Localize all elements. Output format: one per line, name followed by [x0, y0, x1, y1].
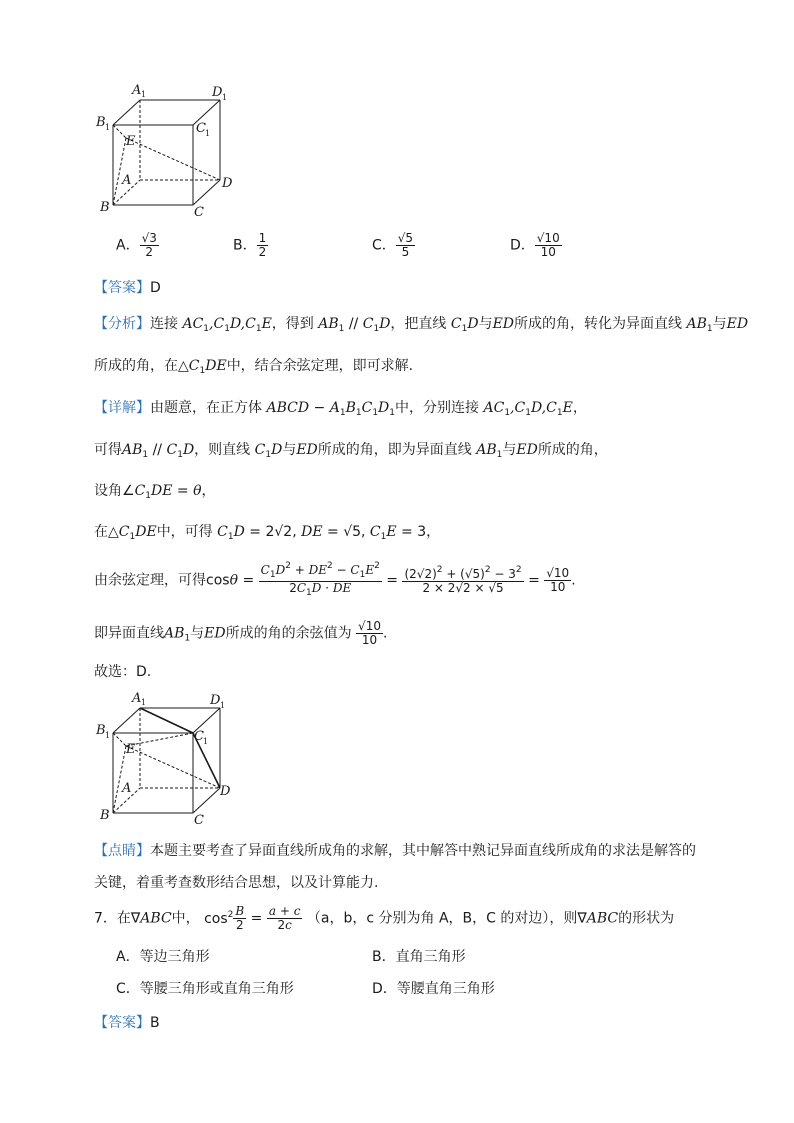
- option-c: C． $\frac{√5}{5}$: [372, 231, 414, 260]
- q7-choice-a: A．等边三角形: [116, 949, 210, 965]
- svg-text:1: 1: [203, 737, 209, 746]
- label-A: A: [122, 781, 132, 796]
- analysis-line-2: 所成的角，在$\triangle C_1DE$中，结合余弦定理，即可求解.: [94, 358, 414, 376]
- label-D: D: [220, 784, 231, 799]
- q7-choice-c: C．等腰三角形或直角三角形: [116, 981, 294, 997]
- label-C1: C: [196, 121, 206, 136]
- label-C: C: [194, 205, 204, 220]
- answer-7-line: 【答案】B: [94, 1015, 160, 1031]
- label-C1: C: [194, 729, 204, 744]
- svg-text:1: 1: [105, 123, 111, 132]
- label-D: D: [222, 176, 233, 191]
- label-A: A: [122, 173, 132, 188]
- hint-line-1: 【点睛】本题主要考查了异面直线所成角的求解，其中解答中熟记异面直线所成角的求法是解答的: [94, 843, 696, 859]
- question-7: 7．在∇ABC中， $\cos^2$ $\frac{B}{2}$ = $\frac{a + c}{2c}$ （a，b，c 分别为角 A，B，C 的对边），则∇ABC的形状为: [94, 904, 675, 933]
- detail-line-7: 故选：D.: [94, 664, 152, 680]
- svg-text:1: 1: [205, 129, 211, 138]
- label-B1: B: [96, 115, 106, 130]
- label-E: E: [126, 742, 136, 757]
- svg-text:1: 1: [141, 90, 147, 99]
- svg-text:1: 1: [141, 698, 147, 707]
- svg-text:1: 1: [222, 93, 228, 102]
- analysis-line-1: 【分析】连接 $AC_1,C_1D,C_1E$，得到 $AB_1 // C_1D$，把直线 $C_1D$与ED所成的角，转化为异面直线 $AB_1$与ED: [94, 316, 749, 334]
- label-D1: D: [212, 85, 223, 100]
- label-B1: B: [96, 723, 106, 738]
- q7-choice-d: D．等腰直角三角形: [372, 981, 495, 997]
- label-A1: A: [132, 691, 142, 706]
- cube-figure-2: [90, 688, 250, 828]
- detail-line-2: 可得$AB_1 // C_1D$，则直线 $C_1D$与ED所成的角，即为异面直线 $AB_1$与ED所成的角，: [94, 442, 608, 460]
- detail-line-3: 设角$\angle C_1DE = \theta$，: [94, 483, 216, 501]
- label-C: C: [194, 813, 204, 828]
- option-a: A． $\frac{√3}{2}$: [116, 231, 157, 260]
- q7-choice-b: B．直角三角形: [372, 949, 466, 965]
- label-B: B: [100, 808, 110, 823]
- option-b: B． $\frac{1}{2}$: [233, 231, 267, 260]
- label-D1: D: [210, 693, 221, 708]
- cube-figure-1: [90, 80, 250, 220]
- detail-line-6: 即异面直线$AB_1$与ED所成的角的余弦值为 $\frac{√10}{10}$ .: [94, 619, 388, 648]
- svg-text:1: 1: [220, 701, 226, 710]
- hint-line-2: 关键，着重考查数形结合思想，以及计算能力.: [94, 875, 379, 891]
- detail-line-4: 在$\triangle C_1DE$中，可得 $C_1D = 2√2$, DE = √5, $C_1E = 3$，: [94, 524, 441, 542]
- label-A1: A: [132, 83, 142, 98]
- svg-text:1: 1: [105, 731, 111, 740]
- label-E: E: [126, 134, 136, 149]
- answer-line: 【答案】D: [94, 280, 161, 296]
- detail-line-1: 【详解】由题意，在正方体 ABCD − $A_1B_1C_1D_1$中，分别连接 $AC_1,C_1D,C_1E$，: [94, 400, 587, 418]
- option-d: D． $\frac{√10}{10}$: [510, 231, 560, 260]
- detail-line-5: 由余弦定理，可得cosθ = $\frac{C_1D^2 + DE^2 - C_1E^2}{2C_1D \cdot DE}$ = $\frac{(2√2)^2 + (√5)^2 - 3^2}{2 \times 2√2 \times √5}$ = $\frac{√10}{10}$ .: [94, 561, 576, 598]
- label-B: B: [100, 200, 110, 215]
